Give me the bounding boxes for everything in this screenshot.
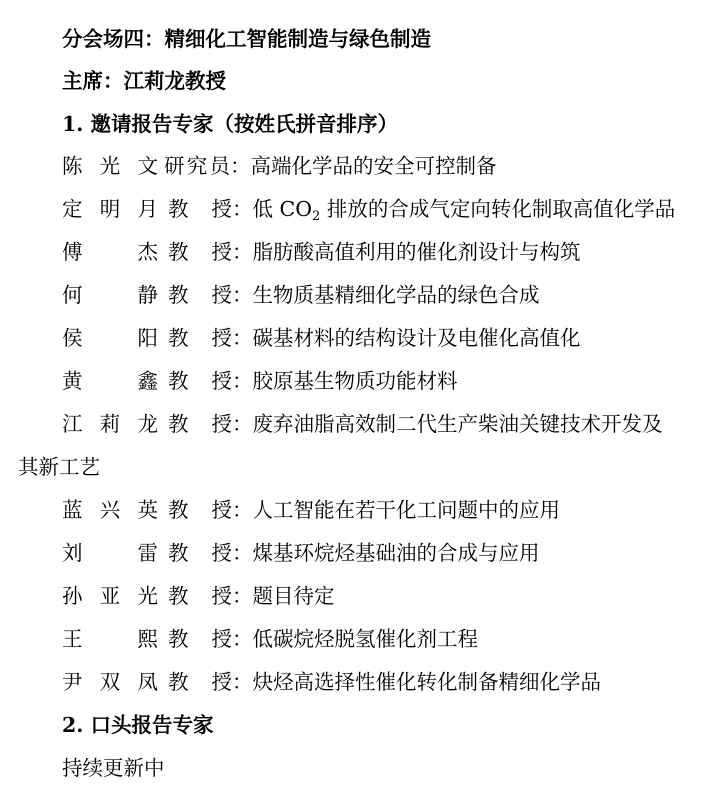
speaker-name: 侯阳 (62, 326, 158, 350)
speaker-row (62, 281, 540, 309)
speaker-colon: ： (232, 240, 253, 264)
speaker-name: 陈光文 (62, 154, 158, 178)
speaker-topic-continuation: 其新工艺 (18, 455, 100, 479)
session-chair: 主席：江莉龙教授 (62, 69, 226, 93)
section2-content: 持续更新中 (62, 756, 165, 780)
speaker-row (62, 195, 675, 223)
speaker-title: 教授 (168, 240, 232, 264)
speaker-row (62, 152, 497, 180)
speaker-topic: 生物质基精细化学品的绿色合成 (252, 283, 540, 307)
speaker-name: 蓝兴英 (62, 498, 158, 522)
speaker-topic (253, 195, 676, 223)
speaker-topic: 人工智能在若干化工问题中的应用 (252, 498, 560, 522)
speaker-topic: 碳基材料的结构设计及电催化高值化 (252, 326, 581, 350)
speaker-colon: ： (232, 326, 253, 350)
speaker-title: 教授 (168, 584, 232, 608)
speaker-name: 傅杰 (62, 240, 158, 264)
session-title: 分会场四：精细化工智能制造与绿色制造 (62, 27, 431, 51)
speaker-name: 定明月 (62, 197, 158, 221)
speaker-colon: ： (232, 283, 253, 307)
section2-heading: 2. 口头报告专家 (62, 713, 214, 737)
speaker-topic: 题目待定 (252, 584, 335, 608)
speaker-colon: ： (232, 412, 253, 436)
speaker-colon: ： (232, 498, 253, 522)
speaker-colon: ： (232, 197, 253, 221)
speaker-row (62, 324, 581, 352)
speaker-row (62, 367, 458, 395)
speaker-name: 黄鑫 (62, 369, 158, 393)
speaker-colon: ： (232, 584, 253, 608)
speaker-topic: 高端化学品的安全可控制备 (250, 154, 497, 178)
topic-part: 排放的合成气定向转化制取高值化学品 (320, 197, 676, 221)
speaker-name: 刘雷 (62, 541, 158, 565)
topic-subscript: 2 (312, 209, 321, 224)
speaker-row (62, 539, 540, 567)
topic-part: 低 CO (252, 197, 313, 221)
speaker-topic: 废弃油脂高效制二代生产柴油关键技术开发及 (252, 412, 663, 436)
speaker-colon: ： (232, 627, 253, 651)
speaker-topic: 脂肪酸高值利用的催化剂设计与构筑 (252, 240, 581, 264)
speaker-title: 教授 (168, 670, 232, 694)
speaker-title: 教授 (168, 197, 232, 221)
speaker-name: 孙亚光 (62, 584, 158, 608)
speaker-row (62, 625, 478, 653)
speaker-title: 教授 (168, 627, 232, 651)
speaker-name: 何静 (62, 283, 158, 307)
speaker-name: 江莉龙 (62, 412, 158, 436)
speaker-colon: ： (232, 369, 253, 393)
speaker-row (62, 238, 581, 266)
speaker-row (62, 496, 560, 524)
speaker-topic: 煤基环烷烃基础油的合成与应用 (252, 541, 540, 565)
speaker-topic: 炔烃高选择性催化转化制备精细化学品 (252, 670, 601, 694)
speaker-title: 教授 (168, 326, 232, 350)
speaker-topic: 胶原基生物质功能材料 (252, 369, 458, 393)
speaker-colon: ： (232, 670, 253, 694)
speaker-title: 教授 (168, 541, 232, 565)
speaker-row (62, 410, 663, 438)
speaker-name: 尹双凤 (62, 670, 158, 694)
speaker-title: 教授 (168, 369, 232, 393)
speaker-colon: ： (232, 541, 253, 565)
speaker-title: 研究员 (164, 154, 230, 178)
speaker-title: 教授 (168, 412, 232, 436)
speaker-row (62, 668, 601, 696)
speaker-row (62, 582, 335, 610)
section1-heading: 1. 邀请报告专家（按姓氏拼音排序） (62, 112, 399, 136)
speaker-colon: ： (230, 154, 251, 178)
speaker-title: 教授 (168, 498, 232, 522)
speaker-name: 王熙 (62, 627, 158, 651)
speaker-title: 教授 (168, 283, 232, 307)
speaker-topic: 低碳烷烃脱氢催化剂工程 (252, 627, 478, 651)
